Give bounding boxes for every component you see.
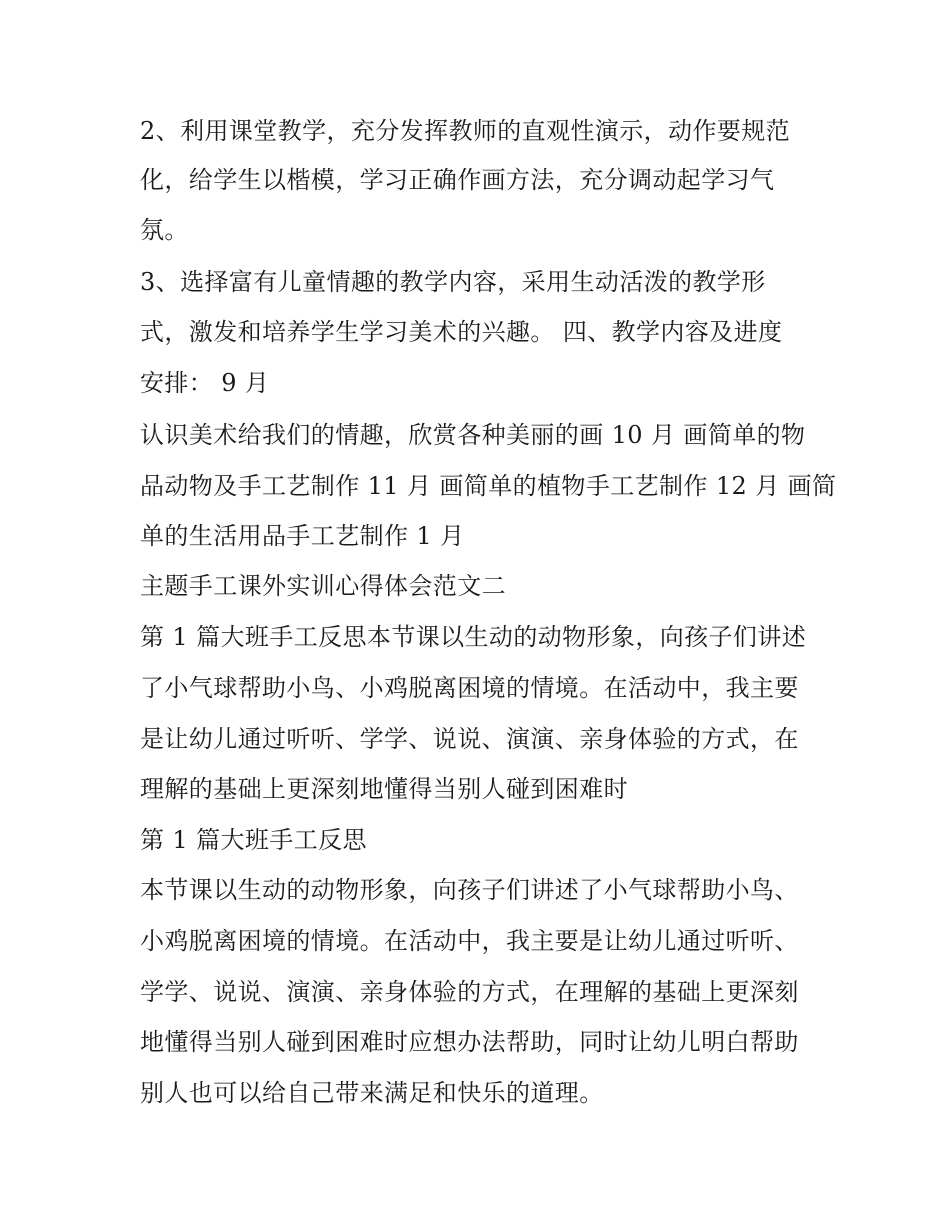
section-heading: 主题手工课外实训心得体会范文二 — [140, 572, 506, 600]
text-line: 是让幼儿通过听听、学学、说说、演演、亲身体验的方式，在 — [140, 725, 799, 753]
text-line: 地懂得当别人碰到困难时应想办法帮助，同时让幼儿明白帮助 — [140, 1028, 799, 1056]
text-line: 别人也可以给自己带来满足和快乐的道理。 — [140, 1079, 604, 1107]
text-line: 3、选择富有儿童情趣的教学内容，采用生动活泼的教学形 — [140, 268, 766, 296]
text-line: 理解的基础上更深刻地懂得当别人碰到困难时 — [140, 775, 628, 803]
text-line: 了小气球帮助小鸟、小鸡脱离困境的情境。在活动中，我主要 — [140, 674, 799, 702]
text-line: 化，给学生以楷模，学习正确作画方法，充分调动起学习气 — [140, 166, 775, 194]
text-line: 学学、说说、演演、亲身体验的方式，在理解的基础上更深刻 — [140, 978, 799, 1006]
text-line: 安排： 9 月 — [140, 369, 270, 397]
text-line: 单的生活用品手工艺制作 1 月 — [140, 522, 465, 550]
text-line: 认识美术给我们的情趣，欣赏各种美丽的画 10 月 画简单的物 — [140, 421, 806, 449]
text-line: 2、利用课堂教学，充分发挥教师的直观性演示，动作要规范 — [140, 117, 791, 145]
text-line: 品动物及手工艺制作 11 月 画简单的植物手工艺制作 12 月 画简 — [140, 472, 837, 500]
text-line: 式，激发和培养学生学习美术的兴趣。 四、教学内容及进度 — [140, 318, 783, 346]
text-line: 氛。 — [140, 216, 189, 244]
subsection-heading: 第 1 篇大班手工反思 — [140, 826, 367, 854]
text-line: 小鸡脱离困境的情境。在活动中，我主要是让幼儿通过听听、 — [140, 927, 799, 955]
text-line: 本节课以生动的动物形象，向孩子们讲述了小气球帮助小鸟、 — [140, 876, 799, 904]
text-line: 第 1 篇大班手工反思本节课以生动的动物形象，向孩子们讲述 — [140, 623, 807, 651]
